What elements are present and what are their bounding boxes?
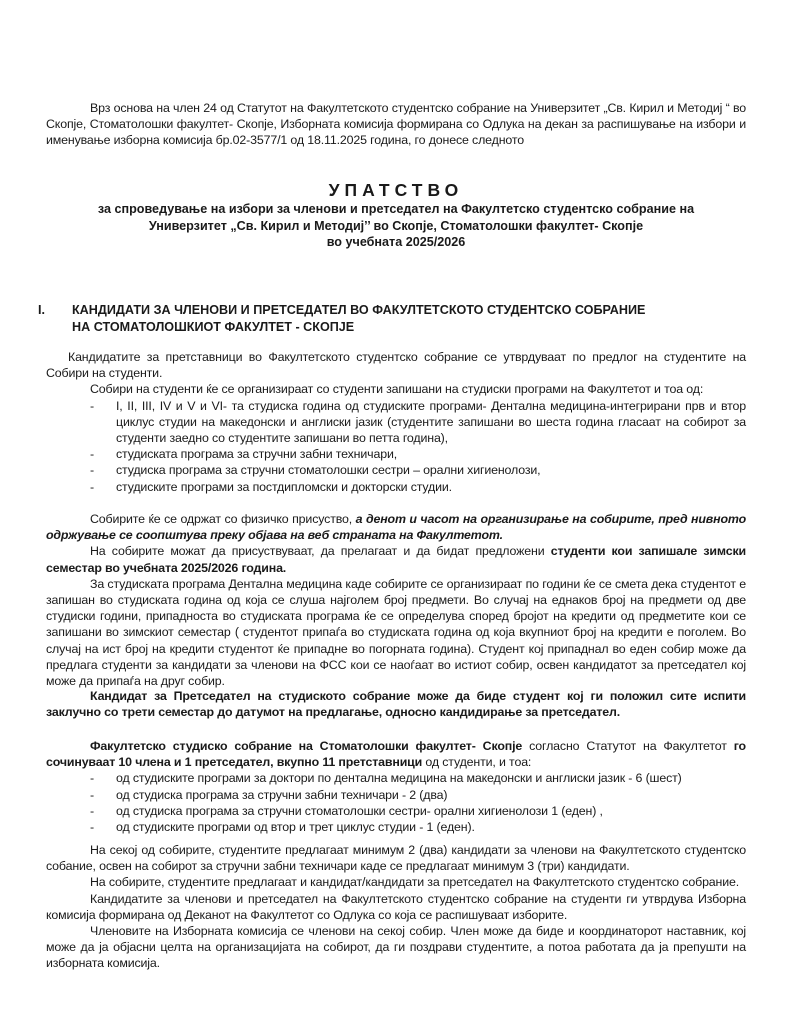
list-item: - студиската програма за стручни забни техничари, [90,446,746,462]
list-item: - I, II, III, IV и V и VI- та студиска година од студиските програми- Дентална медицина-интегрирани прв и втор циклус студии на македонски и англиски јазик (студентите запишани во шеста година гласаат на собирот за студенти заедно со студентите запишани во петта година), [90,398,746,447]
subtitle-line-3: во учебната 2025/2026 [326,235,466,249]
paragraph-eligible-students: На собирите можат да присуствуваат, да прелагаат и да бидат предложени студенти кои запишале зимски семестар во учебната 2025/2026 година. [46,544,747,575]
paragraph-composition: Факултетско студиско собрание на Стоматолошки факултет- Скопје согласно Статутот на Факултетот го сочинуваат 10 члена и 1 претседател, вкупно 11 претставници од студенти, и тоа: [46,739,746,770]
paragraph-election-commission: Кандидатите за членови и претседател на Факултетското студентско собрание на студенти ги утврдува Изборна комисија формирана од Деканот на Факултетот со Одлука со која се распишуваат изборите. [46,891,746,922]
list-item: - од студиска програма за стручни стоматолошки сестри- орални хигиенолози 1 (еден) , [90,803,746,819]
section-heading-line-2: НА СТОМАТОЛОШКИОТ ФАКУЛТЕТ - СКОПЈЕ [72,319,355,334]
subtitle-line-2: Универзитет „Св. Кирил и Методиј’’ во Скопје, Стоматолошки факултет- Скопје [148,218,644,233]
paragraph-gatherings: Собири на студенти ќе се организираат со студенти запишани на студиски програми на Факултетот и тоа од: [90,382,704,397]
composition-block [46,738,746,835]
paragraph-minimum-candidates: На секој од собирите, студентите предлагаат минимум 2 (два) кандидати за членови на Факултетското студентско собание, освен на собирот за стручни забни техничари каде се предлагаат минимум 3 (три) кандидати. [46,843,746,874]
paragraph-commission-members: Членовите на Изборната комисија се членови на секој собир. Член може да биде и координаторот наставник, кој може да ја објасни целта на организацијата на собирот, да ги поздрави студентите, а потоа работата да ја препушти на изборната комисија. [46,924,746,971]
section-body [46,349,746,495]
study-programs-list [46,398,746,495]
attendance-block [46,511,746,689]
title-block [46,179,746,251]
list-item: - од студиските програми за доктори по дентална медицина на македонски и англиски јазик - 6 (шест) [90,770,746,786]
list-item: - од студиска програма за стручни забни техничари - 2 (два) [90,787,746,803]
nomination-block [46,842,746,972]
representatives-list [46,770,746,835]
section-number: I. [38,303,45,317]
president-block [46,688,746,720]
paragraph-president-eligibility: Кандидат за Претседател на студиското собрание може да биде студент кој ги положил сите испити заклучно со трети семестар до датумот на предлагање, односно кандидирање за претседател. [46,689,746,720]
paragraph-physical-presence: Собирите ќе се одржат со физичко присуство, а денот и часот на организирање на собирите, пред нивното одржување се соопштува преку објава на веб страната на Факултетот. [46,512,746,543]
paragraph-president-candidates: На собирите, студентите предлагаат и кандидат/кандидати за претседател на Факултетското студентско собрание. [90,875,740,890]
list-item: - од студиските програми од втор и трет циклус студии - 1 (еден). [90,819,746,835]
section-heading-line-1: КАНДИДАТИ ЗА ЧЛЕНОВИ И ПРЕТСЕДАТЕЛ ВО ФАКУЛТЕТСКОТО СТУДЕНТСКО СОБРАНИЕ [72,303,646,317]
list-item: - студиска програма за стручни стоматолошки сестри – орални хигиенолози, [90,462,746,478]
subtitle-line-1: за спроведување на избори за членови и претседател на Факултетско студентско собрание на [97,202,695,216]
intro-paragraph: Врз основа на член 24 од Статутот на Факултетското студентско собрание на Универзитет „Св. Кирил и Методиј “ во Скопје, Стоматолошки факултет- Скопје, Изборната комисија формирана со Одлука на декан за распишување на избори и именување изборна комисија бр.02-3577/1 од 18.11.2025 година, го донесе следното [46,101,746,148]
paragraph-candidates: Кандидатите за претставници во Факултетското студентско собрание се утврдуваат по предлог на студентите на Собири на студенти. [46,350,746,381]
section-heading [38,302,645,335]
list-item: - студиските програми за постдипломски и докторски студии. [90,479,746,495]
paragraph-dental-medicine-years: За студиската програма Дентална медицина каде собирите се организираат по години ќе се смета дека студентот е запишан во студиската година од која се слуша најголем број предмети. Во случај на еднаков број на предмети од две студиски години, припадноста во студиската програма ќе се определува според бројот на кредити од предметите кои се запишани во зимскиот семестар ( студентот припаѓа во студиската година од која вкупниот број на кредити е поголем. Во случај на ист број на кредити студентот ќе припадне во погорната година). Студент кој припаднал во еден собир може да предлага студенти за кандидати за членови на ФСС кои се наоѓаат во истиот собир, освен кандидатот за претседател кој може да припаѓа на друг собир. [46,576,746,689]
document-title: УПАТСТВО [328,180,464,200]
